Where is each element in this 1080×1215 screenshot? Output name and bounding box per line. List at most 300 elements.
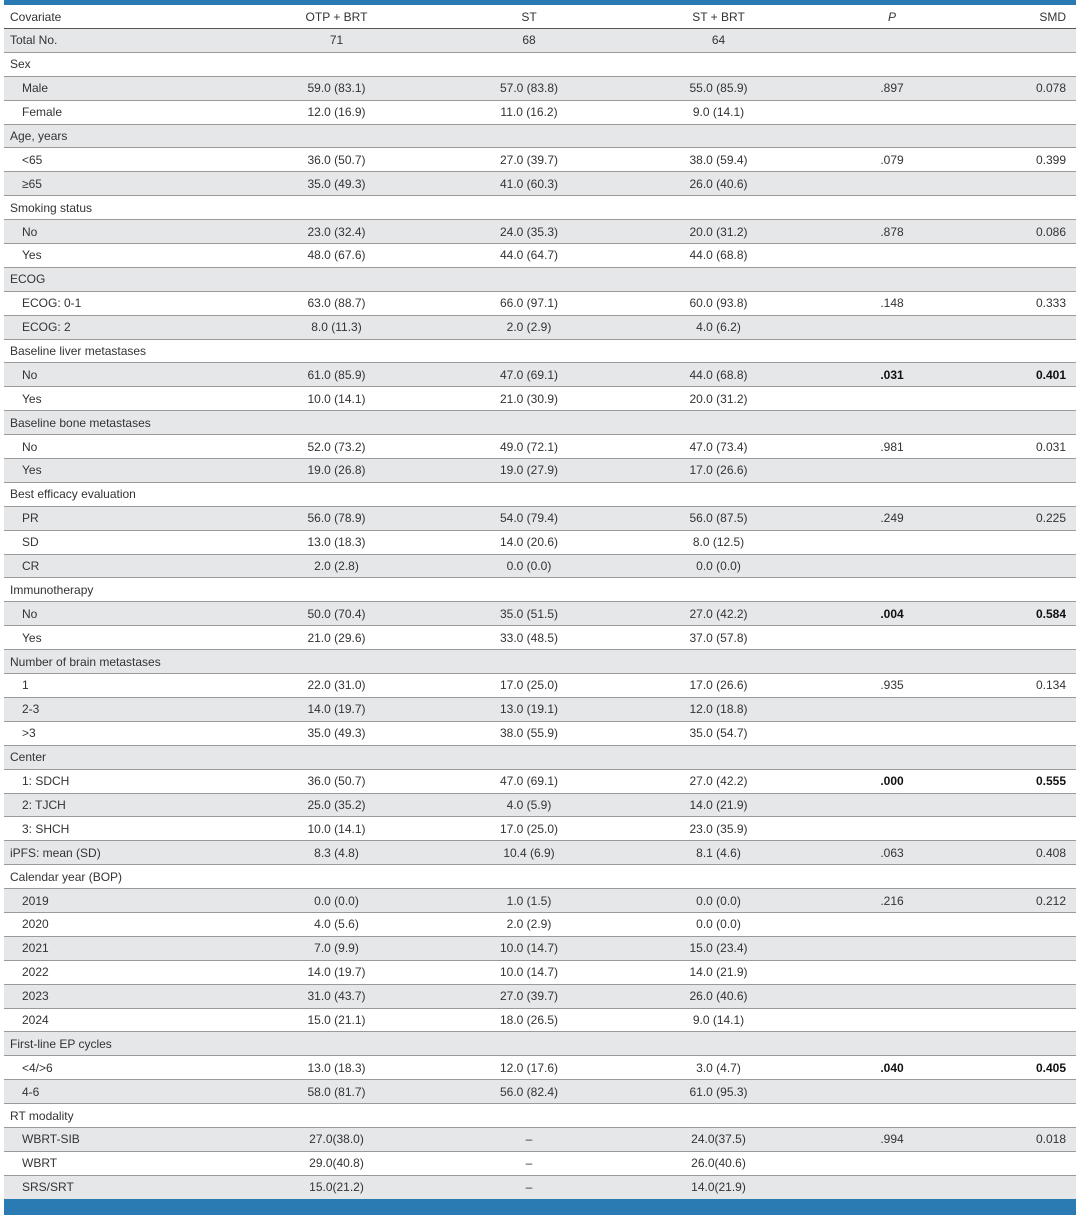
row-label: Total No. (4, 29, 230, 53)
cell-p-value (822, 339, 962, 363)
cell-st-brt: 0.0 (0.0) (615, 889, 822, 913)
cell-st: 17.0 (25.0) (443, 817, 615, 841)
cell-st: – (443, 1175, 615, 1199)
cell-otp-brt: 25.0 (35.2) (230, 793, 443, 817)
cell-st-brt: 9.0 (14.1) (615, 1008, 822, 1032)
row-sublabel: 4-6 (4, 1080, 230, 1104)
cell-smd (962, 912, 1076, 936)
cell-st: 14.0 (20.6) (443, 530, 615, 554)
table-row (4, 244, 1076, 268)
cell-p-value (822, 52, 962, 76)
cell-smd (962, 411, 1076, 435)
cell-st-brt: 0.0 (0.0) (615, 912, 822, 936)
table-row (4, 267, 1076, 291)
table-row (4, 817, 1076, 841)
cell-smd (962, 339, 1076, 363)
row-sublabel: Yes (4, 387, 230, 411)
table-row (4, 411, 1076, 435)
cell-smd (962, 960, 1076, 984)
cell-st-brt: 20.0 (31.2) (615, 220, 822, 244)
cell-st-brt: 55.0 (85.9) (615, 76, 822, 100)
cell-st-brt (615, 339, 822, 363)
cell-st-brt (615, 482, 822, 506)
row-label: Calendar year (BOP) (4, 865, 230, 889)
cell-smd (962, 1151, 1076, 1175)
table-row (4, 745, 1076, 769)
header-st: ST (443, 5, 615, 29)
table-row (4, 865, 1076, 889)
table-row (4, 29, 1076, 53)
cell-p-value (822, 1008, 962, 1032)
table-row (4, 1032, 1076, 1056)
cell-st-brt (615, 865, 822, 889)
cell-p-value (822, 817, 962, 841)
cell-st: 44.0 (64.7) (443, 244, 615, 268)
cell-st (443, 124, 615, 148)
cell-otp-brt: 4.0 (5.6) (230, 912, 443, 936)
cell-st-brt: 15.0 (23.4) (615, 936, 822, 960)
cell-st-brt: 24.0(37.5) (615, 1127, 822, 1151)
cell-p-value (822, 411, 962, 435)
cell-p-value: .981 (822, 435, 962, 459)
cell-smd (962, 244, 1076, 268)
cell-st: 41.0 (60.3) (443, 172, 615, 196)
table-row (4, 841, 1076, 865)
cell-otp-brt: 10.0 (14.1) (230, 387, 443, 411)
cell-otp-brt: 12.0 (16.9) (230, 100, 443, 124)
header-p: P (822, 5, 962, 29)
cell-otp-brt: 21.0 (29.6) (230, 626, 443, 650)
row-label: iPFS: mean (SD) (4, 841, 230, 865)
cell-otp-brt: 19.0 (26.8) (230, 459, 443, 483)
cell-st: 10.0 (14.7) (443, 936, 615, 960)
cell-p-value (822, 530, 962, 554)
row-label: Best efficacy evaluation (4, 482, 230, 506)
cell-otp-brt: 22.0 (31.0) (230, 674, 443, 698)
cell-st: 1.0 (1.5) (443, 889, 615, 913)
cell-otp-brt: 35.0 (49.3) (230, 172, 443, 196)
row-sublabel: No (4, 602, 230, 626)
cell-p-value: .004 (822, 602, 962, 626)
cell-p-value (822, 984, 962, 1008)
row-sublabel: 2021 (4, 936, 230, 960)
header-covariate: Covariate (4, 5, 230, 29)
table-row (4, 960, 1076, 984)
cell-p-value (822, 482, 962, 506)
table-row (4, 482, 1076, 506)
cell-st (443, 745, 615, 769)
row-label: Immunotherapy (4, 578, 230, 602)
cell-otp-brt: 71 (230, 29, 443, 53)
cell-smd (962, 530, 1076, 554)
table-row (4, 387, 1076, 411)
covariate-table (4, 5, 1076, 1200)
cell-st: 54.0 (79.4) (443, 506, 615, 530)
cell-p-value: .935 (822, 674, 962, 698)
row-sublabel: CR (4, 554, 230, 578)
cell-p-value (822, 578, 962, 602)
table-row (4, 674, 1076, 698)
table-row (4, 1175, 1076, 1199)
cell-st: – (443, 1127, 615, 1151)
cell-st (443, 196, 615, 220)
cell-st-brt (615, 1104, 822, 1128)
cell-smd (962, 650, 1076, 674)
cell-otp-brt: 56.0 (78.9) (230, 506, 443, 530)
row-sublabel: No (4, 363, 230, 387)
cell-st: 33.0 (48.5) (443, 626, 615, 650)
cell-st: 4.0 (5.9) (443, 793, 615, 817)
cell-st: 56.0 (82.4) (443, 1080, 615, 1104)
cell-smd: 0.134 (962, 674, 1076, 698)
row-sublabel: <4/>6 (4, 1056, 230, 1080)
cell-st-brt: 64 (615, 29, 822, 53)
cell-otp-brt: 31.0 (43.7) (230, 984, 443, 1008)
cell-st-brt (615, 745, 822, 769)
cell-st: – (443, 1151, 615, 1175)
cell-p-value (822, 721, 962, 745)
row-label: Center (4, 745, 230, 769)
cell-st: 68 (443, 29, 615, 53)
cell-st (443, 267, 615, 291)
row-sublabel: 2: TJCH (4, 793, 230, 817)
cell-smd (962, 1104, 1076, 1128)
row-sublabel: >3 (4, 721, 230, 745)
cell-p-value (822, 912, 962, 936)
cell-otp-brt (230, 124, 443, 148)
cell-st (443, 411, 615, 435)
cell-st-brt (615, 267, 822, 291)
cell-otp-brt: 48.0 (67.6) (230, 244, 443, 268)
cell-st-brt: 8.1 (4.6) (615, 841, 822, 865)
cell-smd (962, 721, 1076, 745)
cell-st: 66.0 (97.1) (443, 291, 615, 315)
row-label: Baseline liver metastases (4, 339, 230, 363)
row-sublabel: Yes (4, 244, 230, 268)
cell-st (443, 1032, 615, 1056)
row-sublabel: WBRT-SIB (4, 1127, 230, 1151)
cell-p-value: .216 (822, 889, 962, 913)
cell-p-value (822, 697, 962, 721)
cell-st: 18.0 (26.5) (443, 1008, 615, 1032)
cell-st-brt: 17.0 (26.6) (615, 459, 822, 483)
row-label: Sex (4, 52, 230, 76)
row-sublabel: ECOG: 0-1 (4, 291, 230, 315)
cell-otp-brt: 2.0 (2.8) (230, 554, 443, 578)
cell-p-value (822, 936, 962, 960)
table-row (4, 172, 1076, 196)
cell-otp-brt (230, 482, 443, 506)
cell-st (443, 52, 615, 76)
table-row (4, 1056, 1076, 1080)
cell-smd (962, 817, 1076, 841)
cell-smd: 0.086 (962, 220, 1076, 244)
cell-st-brt: 26.0 (40.6) (615, 172, 822, 196)
row-label: Age, years (4, 124, 230, 148)
cell-smd: 0.584 (962, 602, 1076, 626)
bottom-rule (4, 1199, 1076, 1215)
cell-p-value (822, 315, 962, 339)
cell-p-value: .000 (822, 769, 962, 793)
cell-smd: 0.078 (962, 76, 1076, 100)
table-row (4, 196, 1076, 220)
cell-st-brt: 26.0 (40.6) (615, 984, 822, 1008)
header-otp-brt: OTP + BRT (230, 5, 443, 29)
cell-smd (962, 745, 1076, 769)
cell-smd (962, 52, 1076, 76)
row-sublabel: PR (4, 506, 230, 530)
cell-otp-brt (230, 267, 443, 291)
table-row (4, 435, 1076, 459)
table-row (4, 1008, 1076, 1032)
cell-st: 35.0 (51.5) (443, 602, 615, 626)
cell-otp-brt: 7.0 (9.9) (230, 936, 443, 960)
cell-st-brt: 23.0 (35.9) (615, 817, 822, 841)
cell-st-brt: 35.0 (54.7) (615, 721, 822, 745)
cell-p-value (822, 745, 962, 769)
row-sublabel: 2019 (4, 889, 230, 913)
row-sublabel: <65 (4, 148, 230, 172)
cell-smd: 0.031 (962, 435, 1076, 459)
cell-otp-brt: 8.3 (4.8) (230, 841, 443, 865)
cell-otp-brt (230, 1104, 443, 1128)
cell-otp-brt (230, 1032, 443, 1056)
cell-st-brt: 56.0 (87.5) (615, 506, 822, 530)
cell-p-value (822, 244, 962, 268)
table-row (4, 291, 1076, 315)
cell-otp-brt: 61.0 (85.9) (230, 363, 443, 387)
cell-p-value (822, 172, 962, 196)
row-sublabel: ECOG: 2 (4, 315, 230, 339)
table-row (4, 76, 1076, 100)
cell-st: 12.0 (17.6) (443, 1056, 615, 1080)
cell-st (443, 339, 615, 363)
cell-st: 27.0 (39.7) (443, 984, 615, 1008)
cell-p-value: .148 (822, 291, 962, 315)
cell-st: 0.0 (0.0) (443, 554, 615, 578)
cell-st-brt: 44.0 (68.8) (615, 244, 822, 268)
table-row (4, 793, 1076, 817)
row-sublabel: 1 (4, 674, 230, 698)
cell-st-brt (615, 411, 822, 435)
cell-st: 38.0 (55.9) (443, 721, 615, 745)
cell-otp-brt: 29.0(40.8) (230, 1151, 443, 1175)
row-sublabel: WBRT (4, 1151, 230, 1175)
table-row (4, 1127, 1076, 1151)
table-row (4, 769, 1076, 793)
cell-st-brt: 14.0 (21.9) (615, 793, 822, 817)
cell-p-value: .063 (822, 841, 962, 865)
cell-p-value: .994 (822, 1127, 962, 1151)
cell-st (443, 650, 615, 674)
table-row (4, 889, 1076, 913)
cell-st-brt (615, 124, 822, 148)
table-row (4, 578, 1076, 602)
cell-st-brt (615, 578, 822, 602)
table-row (4, 530, 1076, 554)
cell-otp-brt: 13.0 (18.3) (230, 1056, 443, 1080)
table-row (4, 936, 1076, 960)
header-st-brt: ST + BRT (615, 5, 822, 29)
cell-p-value (822, 554, 962, 578)
cell-st: 47.0 (69.1) (443, 769, 615, 793)
cell-smd: 0.399 (962, 148, 1076, 172)
cell-p-value: .031 (822, 363, 962, 387)
cell-smd: 0.555 (962, 769, 1076, 793)
cell-smd (962, 196, 1076, 220)
row-sublabel: Female (4, 100, 230, 124)
cell-smd: 0.018 (962, 1127, 1076, 1151)
row-sublabel: SD (4, 530, 230, 554)
cell-p-value (822, 1151, 962, 1175)
table-row (4, 697, 1076, 721)
cell-st-brt: 8.0 (12.5) (615, 530, 822, 554)
cell-otp-brt: 14.0 (19.7) (230, 697, 443, 721)
cell-st-brt (615, 1032, 822, 1056)
cell-smd: 0.405 (962, 1056, 1076, 1080)
cell-st: 19.0 (27.9) (443, 459, 615, 483)
cell-otp-brt: 58.0 (81.7) (230, 1080, 443, 1104)
cell-st: 2.0 (2.9) (443, 315, 615, 339)
row-label: Smoking status (4, 196, 230, 220)
cell-st: 24.0 (35.3) (443, 220, 615, 244)
table-header-row (4, 5, 1076, 29)
row-sublabel: 3: SHCH (4, 817, 230, 841)
cell-smd (962, 315, 1076, 339)
cell-otp-brt: 14.0 (19.7) (230, 960, 443, 984)
cell-smd (962, 1175, 1076, 1199)
cell-st-brt: 44.0 (68.8) (615, 363, 822, 387)
row-label: RT modality (4, 1104, 230, 1128)
cell-otp-brt (230, 650, 443, 674)
cell-smd (962, 697, 1076, 721)
cell-smd (962, 124, 1076, 148)
cell-otp-brt: 35.0 (49.3) (230, 721, 443, 745)
cell-st-brt: 38.0 (59.4) (615, 148, 822, 172)
table-row (4, 124, 1076, 148)
cell-st (443, 1104, 615, 1128)
cell-otp-brt: 50.0 (70.4) (230, 602, 443, 626)
cell-otp-brt: 8.0 (11.3) (230, 315, 443, 339)
cell-otp-brt: 36.0 (50.7) (230, 148, 443, 172)
cell-otp-brt: 27.0(38.0) (230, 1127, 443, 1151)
cell-smd (962, 578, 1076, 602)
row-sublabel: SRS/SRT (4, 1175, 230, 1199)
cell-otp-brt (230, 411, 443, 435)
cell-st-brt: 4.0 (6.2) (615, 315, 822, 339)
cell-smd: 0.225 (962, 506, 1076, 530)
table-row (4, 602, 1076, 626)
cell-st-brt: 9.0 (14.1) (615, 100, 822, 124)
cell-st: 10.4 (6.9) (443, 841, 615, 865)
cell-st: 11.0 (16.2) (443, 100, 615, 124)
table-row (4, 363, 1076, 387)
row-sublabel: No (4, 220, 230, 244)
cell-smd (962, 626, 1076, 650)
row-label: Number of brain metastases (4, 650, 230, 674)
cell-smd (962, 936, 1076, 960)
cell-smd (962, 172, 1076, 196)
cell-smd (962, 1080, 1076, 1104)
cell-st: 2.0 (2.9) (443, 912, 615, 936)
cell-otp-brt: 52.0 (73.2) (230, 435, 443, 459)
cell-st-brt: 3.0 (4.7) (615, 1056, 822, 1080)
cell-st-brt: 20.0 (31.2) (615, 387, 822, 411)
cell-p-value (822, 196, 962, 220)
cell-otp-brt (230, 196, 443, 220)
cell-otp-brt (230, 339, 443, 363)
cell-smd (962, 267, 1076, 291)
cell-st: 47.0 (69.1) (443, 363, 615, 387)
cell-otp-brt (230, 52, 443, 76)
cell-smd (962, 1032, 1076, 1056)
cell-p-value (822, 1032, 962, 1056)
cell-smd (962, 29, 1076, 53)
cell-st (443, 578, 615, 602)
table-body (4, 29, 1076, 1200)
cell-smd (962, 793, 1076, 817)
cell-smd: 0.401 (962, 363, 1076, 387)
cell-st-brt: 47.0 (73.4) (615, 435, 822, 459)
cell-smd: 0.408 (962, 841, 1076, 865)
table-row (4, 52, 1076, 76)
cell-st (443, 482, 615, 506)
cell-p-value: .897 (822, 76, 962, 100)
cell-p-value (822, 1104, 962, 1128)
cell-p-value (822, 1080, 962, 1104)
table-row (4, 1080, 1076, 1104)
cell-p-value: .878 (822, 220, 962, 244)
cell-smd (962, 1008, 1076, 1032)
cell-p-value (822, 1175, 962, 1199)
cell-smd (962, 482, 1076, 506)
cell-smd: 0.212 (962, 889, 1076, 913)
cell-p-value: .040 (822, 1056, 962, 1080)
row-sublabel: ≥65 (4, 172, 230, 196)
table-row (4, 721, 1076, 745)
cell-p-value (822, 793, 962, 817)
cell-otp-brt: 23.0 (32.4) (230, 220, 443, 244)
cell-st-brt: 14.0 (21.9) (615, 960, 822, 984)
cell-p-value (822, 100, 962, 124)
cell-otp-brt (230, 745, 443, 769)
cell-p-value (822, 960, 962, 984)
cell-st: 21.0 (30.9) (443, 387, 615, 411)
row-sublabel: 2023 (4, 984, 230, 1008)
cell-smd: 0.333 (962, 291, 1076, 315)
row-sublabel: 2024 (4, 1008, 230, 1032)
cell-st: 17.0 (25.0) (443, 674, 615, 698)
table-row (4, 1104, 1076, 1128)
cell-p-value (822, 626, 962, 650)
cell-otp-brt (230, 865, 443, 889)
cell-p-value (822, 124, 962, 148)
cell-p-value: .249 (822, 506, 962, 530)
cell-st: 57.0 (83.8) (443, 76, 615, 100)
cell-st-brt: 61.0 (95.3) (615, 1080, 822, 1104)
table-row (4, 554, 1076, 578)
cell-st-brt: 14.0(21.9) (615, 1175, 822, 1199)
cell-smd (962, 459, 1076, 483)
cell-p-value (822, 29, 962, 53)
cell-otp-brt: 63.0 (88.7) (230, 291, 443, 315)
row-sublabel: 2-3 (4, 697, 230, 721)
cell-st (443, 865, 615, 889)
cell-p-value (822, 387, 962, 411)
cell-otp-brt: 0.0 (0.0) (230, 889, 443, 913)
table-row (4, 626, 1076, 650)
cell-st-brt (615, 52, 822, 76)
